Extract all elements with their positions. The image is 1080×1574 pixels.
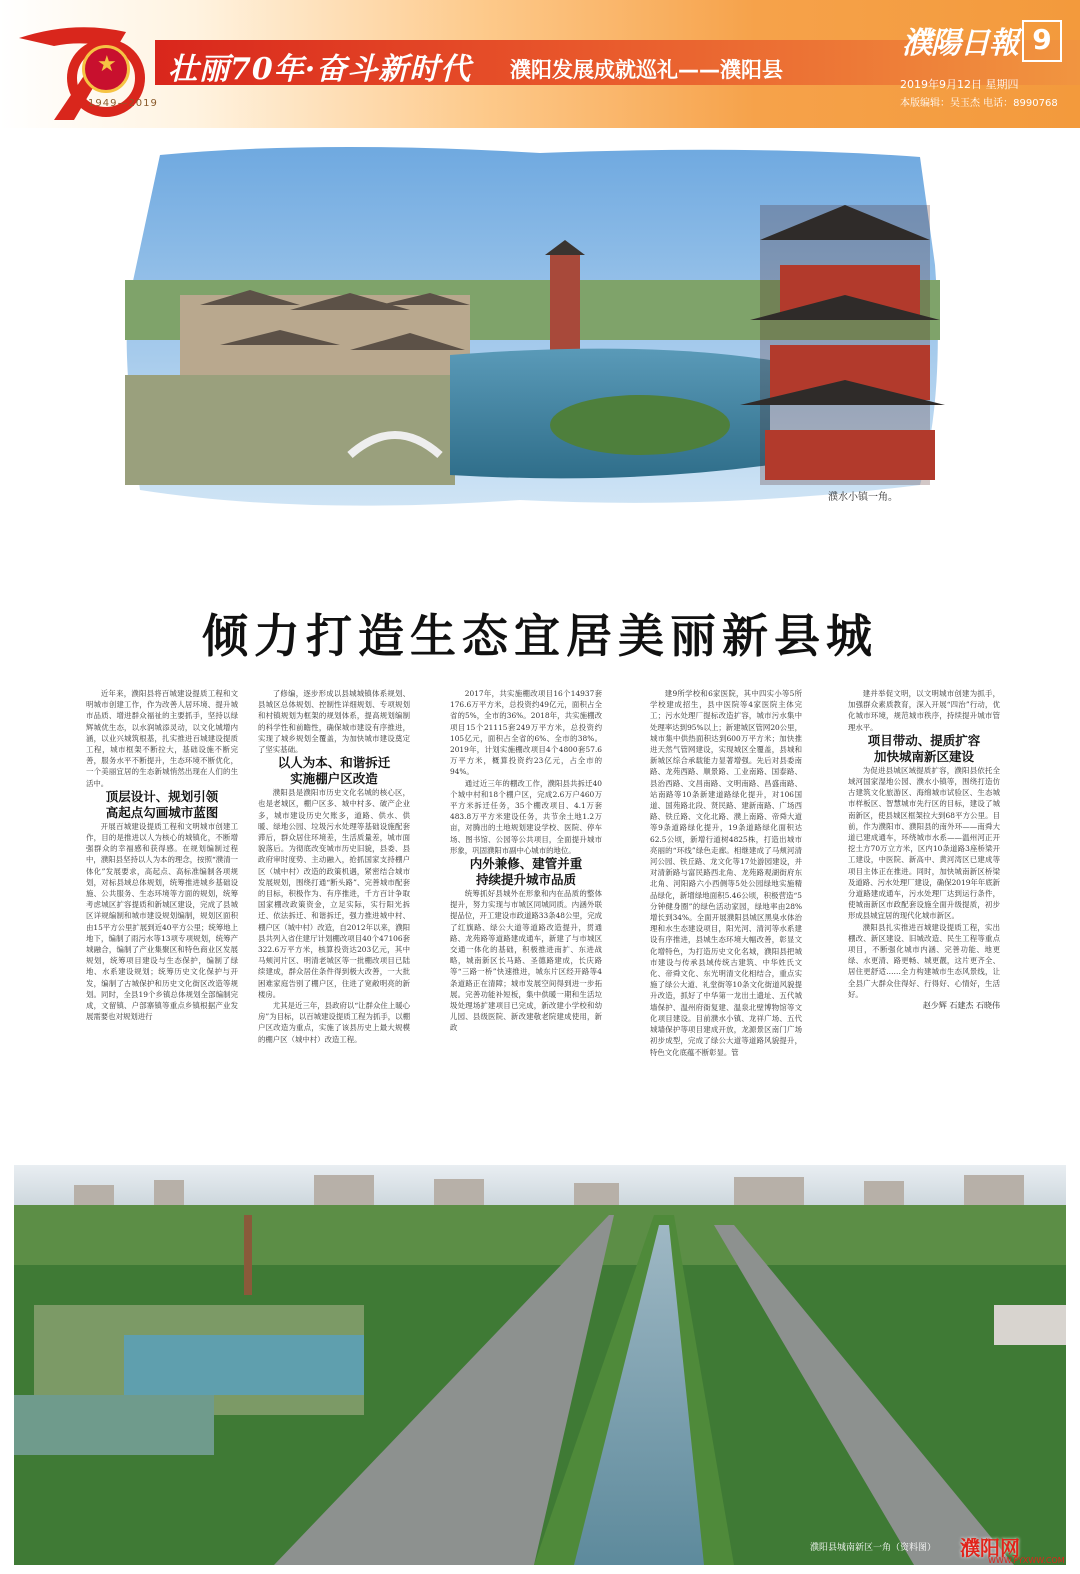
article-column-2: [258, 688, 410, 1158]
article-column-4: [650, 688, 802, 1158]
paragraph: 统筹抓好县城外在形象和内在品质的整体提升，努力实现与市城区同城同质。内涵外联提品位，开工建设市政道路33条48公里，完成了红旗路、绿公大道等道路改造提升，贯通路、龙苑路等道路建成通车，新建了与市城区交通一体化的基础，积极推进南扩、东进战略，城南新区长马路、圣德路建成，长庆路等“三路一桥”快速推进，城东片区经开路等4条道路正在清障；城市发展空间得到进一步拓展。完善功能补短板，集中供暖一期和生活垃圾处理场扩建项目已完成，新改建小学校和幼儿园、县级医院、新改建敬老院建成使用，新政: [450, 889, 602, 1033]
paragraph: 开展百城建设提质工程和文明城市创建工作，目的是推进以人为核心的城镇化，不断增强群众的幸福感和获得感。在规划编制过程中，濮阳县坚持以人为本的理念，按照“濮清一体化”发展要求，高起点、高标准编制各项规划，对标县域总体规划，统筹推进城乡基础设施、公共服务、生态环境等方面的规划，统筹考虑城区扩容提质和新城区建设，完成了县城区详规编制和城市建设规划编制，规划区面积由15平方公里扩展到近40平方公里；统筹地上地下，编制了雨污水等13项专项规划，统筹产城融合，编制了产业集聚区和特色商业区发展规划，统筹项目建设与生态保护，编制了绿地、水系建设规划；统筹历史文化保护与开发，编制了古城保护和历史文化街区改造等规划。同时，全县19个乡镇总体规划全部编制完成，文留镇、户部寨镇等重点乡镇根据产业发展需要也对规划进行: [86, 821, 238, 1022]
city-aerial-photo: [14, 1165, 1066, 1565]
slogan-title: 壮丽70年·奋斗新时代: [168, 52, 472, 87]
paragraph: 通过近三年的棚改工作，濮阳县共拆迁40个城中村和18个棚户区，完成2.6万户460万平方米拆迁任务，35个棚改项目、4.1万套483.8万平方米建设任务，共节余土地1.2万亩，对腾出的土地规划建设学校、医院、停车场、图书馆、公园等公共项目，全面提升城市形象，巩固濮阳市副中心城市的地位。: [450, 778, 602, 855]
subheading-new-district: 项目带动、提质扩容 加快城南新区建设: [867, 732, 981, 764]
top-photo-caption: 濮水小镇一角。: [828, 492, 898, 503]
bottom-photo-caption: 濮阳县城南新区一角（资料图）: [810, 1543, 937, 1553]
article-column-5: [848, 688, 1000, 1158]
newspaper-name: 濮陽日報: [902, 26, 1018, 61]
paragraph: 了修编，逐步形成以县城城镇体系规划、县城区总体规划、控制性详细规划、专项规划和村镇规划为框架的规划体系，提高规划编制的科学性和前瞻性，确保城市建设有序推进，实现了城乡规划全覆盖，为加快城市建设奠定了坚实基础。: [258, 689, 410, 755]
article-column-1: [86, 688, 238, 1158]
site-watermark: 濮阳网: [960, 1536, 1020, 1560]
anniversary-years: 1949—2019: [88, 98, 158, 109]
paragraph: 濮阳县扎实推进百城建设提质工程，实出棚改、新区建设、旧城改造、民生工程等重点项目，不断强化城市内涵、完善功能、地更绿、水更清、路更畅、城更靓，这片更齐全、居住更舒适……全力构建城市生态风景线，让全县广大群众住得好、行得好、心情好，生活好。: [848, 922, 1000, 999]
article-column-3: [450, 688, 602, 1158]
site-watermark-url: WWW.PYXWW.COM: [988, 1556, 1065, 1565]
issue-date: 2019年9月12日 星期四: [900, 78, 1019, 91]
subheading-renovation: 以人为本、和谐拆迁 实施棚户区改造: [277, 755, 391, 787]
paragraph: 建并举促文明，以文明城市创建为抓手，加强群众素质教育，深入开展“四治”行动，优化城市环境，规范城市秩序，持续提升城市管理水平。: [848, 689, 1000, 732]
main-headline: 倾力打造生态宜居美丽新县城: [202, 609, 878, 663]
town-photo: [120, 145, 945, 515]
paragraph: 2017年，共实施棚改项目16个14937套176.6万平方米，总投资约49亿元，面积占全省的5%，全市的36%。2018年，共实施棚改项目15个21115套249万平方米，总投资约105亿元，面积占全省的6%、全市的38%。2019年，计划实施棚改项目4个4800套57.6万平方米，概算投资约23亿元，占全市的94%。: [450, 689, 602, 777]
paragraph: 濮阳县是濮阳市历史文化名城的核心区，也是老城区，棚户区多、城中村多、破产企业多，城市建设历史欠账多，道路、供水、供暖、绿地公园、垃圾污水处理等基础设施配套滞后，群众居住环境差，生活质量差，城市面貌落后。为彻底改变城市历史旧貌，县委、县政府审时度势、主动融入，抢抓国家支持棚户区（城中村）改造的政策机遇，紧密结合城市发展规划，围绕打通“断头路”、完善城市配套的目标，积极作为、有序推进，千方百计争取国家棚改政策资金，立足实际，实行阳光拆迁、依法拆迁、和谐拆迁，强力推进城中村、棚户区（城中村）改造，自2012年以来，濮阳县共列入省住建厅计划棚改项目40个47106套322.6万平方米，核算投资达203亿元，其中马颊河片区、明清老城区等一批棚改项目已陆续建成，群众居住条件得到极大改善，一大批困难家庭告别了棚户区，住进了宽敞明亮的新楼房。: [258, 788, 410, 999]
paragraph: 近年来，濮阳县将百城建设提质工程和文明城市创建工作，作为改善人居环境、提升城市品质、增进群众福祉的主要抓手，坚持以绿辉城优生态，以水润城添灵动，以文化城增内涵，以业兴城筑根基，扎实推进百城建设提质工程，城市框架不断拉大，基础设施不断完善，服务水平不断提升，生态环境不断优化，一个美丽宜居的生态新城悄然出现在人们的生活中。: [86, 689, 238, 788]
paragraph: 建9所学校和6家医院，其中四实小等5所学校建成招生，县中医院等4家医院主体完工；污水处理厂提标改造扩容，城市污水集中处理率达到95%以上；新建城区管网20公里，城市集中供热面积达到600万平方米；加快推进天然气管网建设，实现城区全覆盖，县城和新城区综合承载能力显著增强。先后对县委南路、龙苑西路、顺景路、工业南路、国泰路、县治西路、文昌南路、文明南路、昌盛南路、站南路等10条新建道路绿化提升，对106国道、国苑路北段、贤民路、建新南路、广场西路、铁丘路、文化北路、濮上南路、帝舜大道等9条道路绿化提升，19条道路绿化面积达62.5公顷，新增行道树4825株，打造出城市亮丽的“环线”绿色走廊。相继建成了马颊河清河公园、铁丘路、龙文化等17处游园建设，并对清新路与富民路西北角、龙苑路观湖街府东北角、河阳路六小西侧等5处公园绿地实施精品绿化，新增绿地面积5.46公顷，积极营造“5分钟健身圈”的绿色活动家园，绿地率由28%增长到34%。全面开展濮阳县城区黑臭水体治理和水生态建设项目，阳光河、清河等水系建设有序推进，县城生态环境大幅改善，彰显文化增特色，为打造历史文化名城，濮阳县把城市建设与传承县域传统古建筑、中华姓氏文化、帝舜文化、东光明清文化相结合，重点实施了绿公大道、礼堂街等10条文化街道风貌提升改造，抓好了中华第一龙出土遗址、五代城墙保护、温州府衙复建、温泉北壁博物馆等文化项目建设。目前濮水小镇、龙祥广场、五代城墙保护等项目建成开放，龙源景区南门广场初步成型，完成了绿公大道等道路风貌提升，特色文化底蕴不断彰显。管: [650, 689, 802, 1057]
author-byline: 赵少辉 石建杰 石晓伟: [922, 1001, 1000, 1011]
paragraph: 尤其是近三年，县政府以“让群众住上暖心房”为目标，以百城建设提质工程为抓手，以棚户区改造为重点，实施了该县历史上最大规模的棚户区（城中村）改造工程。: [258, 1001, 410, 1044]
editor-info: 本版编辑：吴玉杰 电话：8990768: [900, 98, 1058, 109]
paragraph: 为促进县城区域提质扩容，濮阳县依托全域河国家湿地公园、濮水小镇等，围绕打造仿古建筑文化旅游区、海绵城市试验区、生态城市样板区、智慧城市先行区的目标，建设了城南新区，使县城区框架拉大到68平方公里。目前，作为濮阳市、濮阳县的南外环——南舜大道已建成通车，环绕城市水系——温州河正开挖土方70万立方米，区内10条道路3座桥梁开工建设，中医院、新高中、黄河湾区已建成等项目主体正在推进。同时，加快城南新区桥梁及道路、污水处理厂建设，确保2019年年底新分道路建成通车，污水处理厂达到运行条件，使城南新区市政配套设施全面升级提质，初步形成县城宜居的现代化城市新区。: [848, 765, 1000, 921]
national-emblem-icon: ★: [82, 45, 130, 93]
subheading-quality: 内外兼修、建管并重 持续提升城市品质: [469, 856, 583, 888]
page-number: 9: [1022, 20, 1062, 62]
series-title: 濮阳发展成就巡礼——濮阳县: [510, 58, 783, 82]
subheading-planning: 顶层设计、规划引领 高起点勾画城市蓝图: [105, 788, 219, 820]
